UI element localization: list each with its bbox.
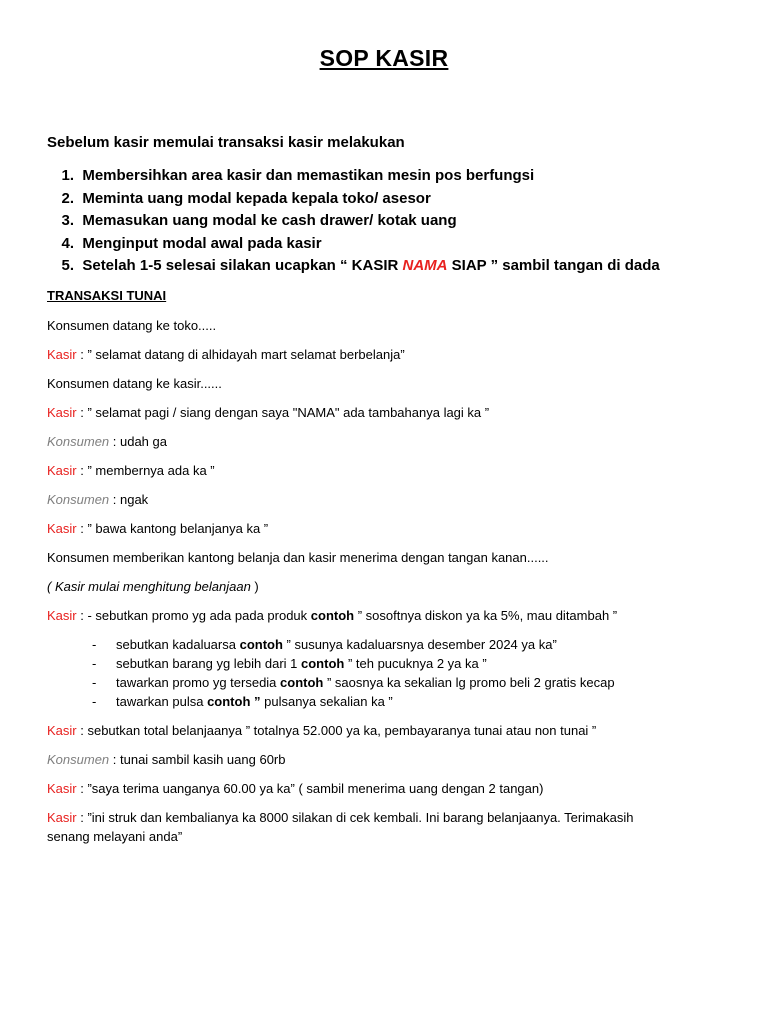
nama-highlight: NAMA xyxy=(402,257,448,274)
step-item: 5. Setelah 1-5 selesai silakan ucapkan “ KASIR NAMA SIAP ” sambil tangan di dada xyxy=(61,257,660,274)
speaker-kasir: Kasir xyxy=(47,810,77,825)
speaker-kasir: Kasir xyxy=(47,723,77,738)
speaker-konsumen: Konsumen xyxy=(47,434,110,449)
dialog-line: Kasir : ” membernya ada ka ” xyxy=(47,463,215,478)
dialog-line: Konsumen : udah ga xyxy=(47,434,167,449)
dialog-line: Kasir : ” selamat datang di alhidayah mart selamat berbelanja” xyxy=(47,347,405,362)
speaker-konsumen: Konsumen xyxy=(47,752,110,767)
dialog-line: Konsumen datang ke toko..... xyxy=(47,318,217,333)
dialog-line: Kasir : sebutkan total belanjaanya ” totalnya 52.000 ya ka, pembayaranya tunai atau non tunai ” xyxy=(47,723,597,738)
speaker-konsumen: Konsumen xyxy=(47,492,110,507)
step-item: 1. Membersihkan area kasir dan memastikan mesin pos berfungsi xyxy=(61,167,535,184)
dialog-line: Konsumen : tunai sambil kasih uang 60rb xyxy=(47,752,286,767)
dialog-line: Kasir : ”saya terima uanganya 60.00 ya ka” ( sambil menerima uang dengan 2 tangan) xyxy=(47,781,544,796)
step-item: 4. Menginput modal awal pada kasir xyxy=(61,234,322,252)
step-item: 2. Meminta uang modal kepada kepala toko/ asesor xyxy=(61,189,431,207)
section-title: TRANSAKSI TUNAI xyxy=(47,288,167,303)
speaker-kasir: Kasir xyxy=(47,347,77,362)
dialog-line: Kasir : ”ini struk dan kembalianya ka 8000 silakan di cek kembali. Ini barang belanjaanya. Terimakasih xyxy=(47,810,634,825)
dialog-line: Kasir : ” bawa kantong belanjanya ka ” xyxy=(47,521,269,536)
dialog-line: Konsumen : ngak xyxy=(47,492,149,507)
dialog-line: Kasir : ” selamat pagi / siang dengan saya "NAMA" ada tambahanya lagi ka ” xyxy=(47,405,490,420)
speaker-kasir: Kasir xyxy=(47,781,77,796)
bullet-item: - tawarkan promo yg tersedia contoh ” saosnya ka sekalian lg promo beli 2 gratis kecap xyxy=(92,675,615,690)
steps-list xyxy=(47,165,660,278)
speaker-kasir: Kasir xyxy=(47,405,77,420)
dialog-line: Konsumen memberikan kantong belanja dan kasir menerima dengan tangan kanan...... xyxy=(47,550,549,565)
bullet-item: - tawarkan pulsa contoh ” pulsanya sekalian ka ” xyxy=(92,694,393,709)
dialog-line: Konsumen datang ke kasir...... xyxy=(47,376,222,391)
dialog-line: ( Kasir mulai menghitung belanjaan ) xyxy=(47,579,259,594)
bullet-item: - sebutkan barang yg lebih dari 1 contoh ” teh pucuknya 2 ya ka ” xyxy=(92,656,487,671)
step-item: 3. Memasukan uang modal ke cash drawer/ kotak uang xyxy=(61,212,457,229)
bullet-item: - sebutkan kadaluarsa contoh ” susunya kadaluarsnya desember 2024 ya ka” xyxy=(92,637,557,652)
speaker-kasir: Kasir xyxy=(47,521,77,536)
dialog-line-continued: senang melayani anda” xyxy=(47,829,183,844)
page-title: SOP KASIR xyxy=(319,45,449,71)
intro-text: Sebelum kasir memulai transaksi kasir melakukan xyxy=(47,134,405,151)
speaker-kasir: Kasir xyxy=(47,463,77,478)
speaker-kasir: Kasir xyxy=(47,608,77,623)
dialog-line: Kasir : - sebutkan promo yg ada pada produk contoh ” sosoftnya diskon ya ka 5%, mau ditambah ” xyxy=(47,608,618,623)
